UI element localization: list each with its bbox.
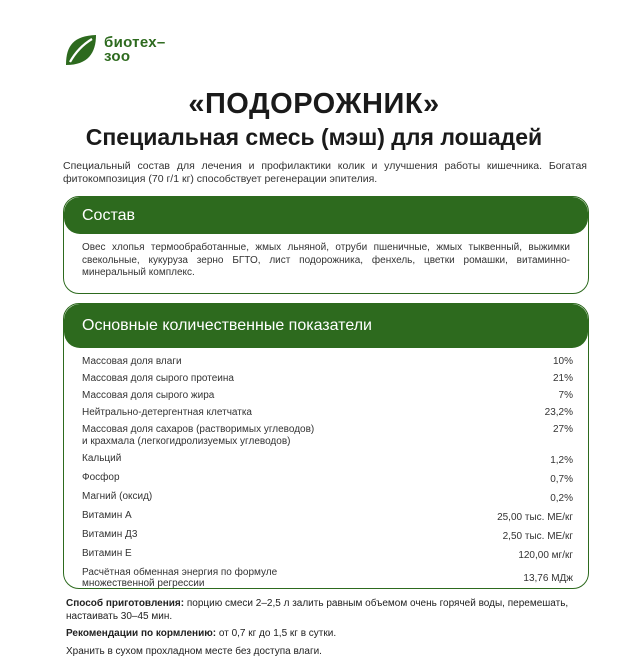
feeding-text: от 0,7 кг до 1,5 кг в сутки. (216, 628, 337, 639)
row-value: 10% (552, 356, 573, 367)
row-label (82, 424, 314, 447)
row-label: Магний (оксид) (82, 490, 153, 502)
row-label: Массовая доля сырого жира (82, 390, 215, 401)
row-label: Витамин А (82, 509, 132, 521)
row-label: Фосфор (82, 471, 120, 483)
row-label-line-1: Расчётная обменная энергия по формуле (82, 566, 278, 578)
preparation-note (66, 598, 586, 623)
row-value: 7% (558, 390, 573, 401)
composition-text: Овес хлопья термообработанные, жмых льняной, отруби пшеничные, жмых тыквенный, выжимки свекольные, кукуруза зерно БГТО, лист подорожника, фенхель, цветки ромашки, витаминно-минеральный комплекс. (82, 242, 570, 278)
leaf-logo-icon (64, 33, 98, 67)
row-value: 120,00 мг/кг (518, 549, 573, 561)
table-row (82, 567, 573, 590)
table-row (82, 424, 573, 447)
table-row (82, 472, 573, 486)
storage-note: Хранить в сухом прохладном месте без доступа влаги. (66, 646, 322, 657)
row-value: 13,76 МДж (523, 572, 573, 584)
table-row (82, 529, 573, 543)
table-row (82, 373, 573, 385)
row-value: 1,2% (550, 454, 573, 466)
table-row (82, 453, 573, 467)
composition-card (63, 196, 589, 294)
table-row (82, 407, 573, 419)
logo-line-2: зоо (104, 48, 131, 65)
row-label: Массовая доля влаги (82, 356, 182, 367)
row-value: 25,00 тыс. МЕ/кг (497, 511, 573, 523)
row-label: Кальций (82, 452, 122, 464)
feeding-label: Рекомендации по кормлению: (66, 628, 217, 639)
row-value: 21% (552, 373, 573, 384)
intro-text: Специальный состав для лечения и профилактики колик и улучшения работы кишечника. Богатая фитокомпозиция (70 г/1 кг) способствует регенерации эпителия. (63, 160, 587, 185)
table-row (82, 548, 573, 562)
table-row (82, 510, 573, 524)
row-label-line-2: и крахмала (легкогидролизуемых углеводов) (82, 435, 291, 447)
logo-line-1: биотех– (104, 34, 166, 51)
table-row (82, 390, 573, 402)
row-label: Нейтрально-детергентная клетчатка (82, 407, 252, 418)
preparation-label: Способ приготовления: (66, 598, 185, 609)
row-value: 2,50 тыс. МЕ/кг (502, 530, 573, 542)
row-value: 0,2% (550, 492, 573, 504)
row-value: 23,2% (544, 407, 573, 418)
table-row (82, 491, 573, 505)
row-label-line-1: Массовая доля сахаров (растворимых углеводов) (82, 424, 315, 435)
row-label: Массовая доля сырого протеина (82, 373, 234, 384)
indicators-heading: Основные количественные показатели (64, 304, 588, 348)
product-subtitle: Специальная смесь (мэш) для лошадей (85, 124, 543, 150)
brand-logo (64, 33, 166, 67)
preparation-text: порцию смеси 2–2,5 л залить равным объемом очень горячей воды, перемешать, настаивать 30–45 мин. (66, 598, 569, 622)
row-value: 0,7% (550, 473, 573, 485)
row-label-line-2: множественной регрессии (82, 578, 205, 589)
logo-text (104, 36, 166, 64)
row-value: 27% (552, 424, 573, 435)
row-label (82, 567, 277, 590)
row-label: Витамин Д3 (82, 528, 138, 540)
indicators-card (63, 303, 589, 589)
indicators-table (64, 348, 588, 589)
feeding-note (66, 628, 586, 641)
composition-heading: Состав (64, 197, 588, 234)
table-row (82, 356, 573, 368)
row-label: Витамин Е (82, 547, 132, 559)
product-title: «ПОДОРОЖНИК» (188, 88, 440, 120)
